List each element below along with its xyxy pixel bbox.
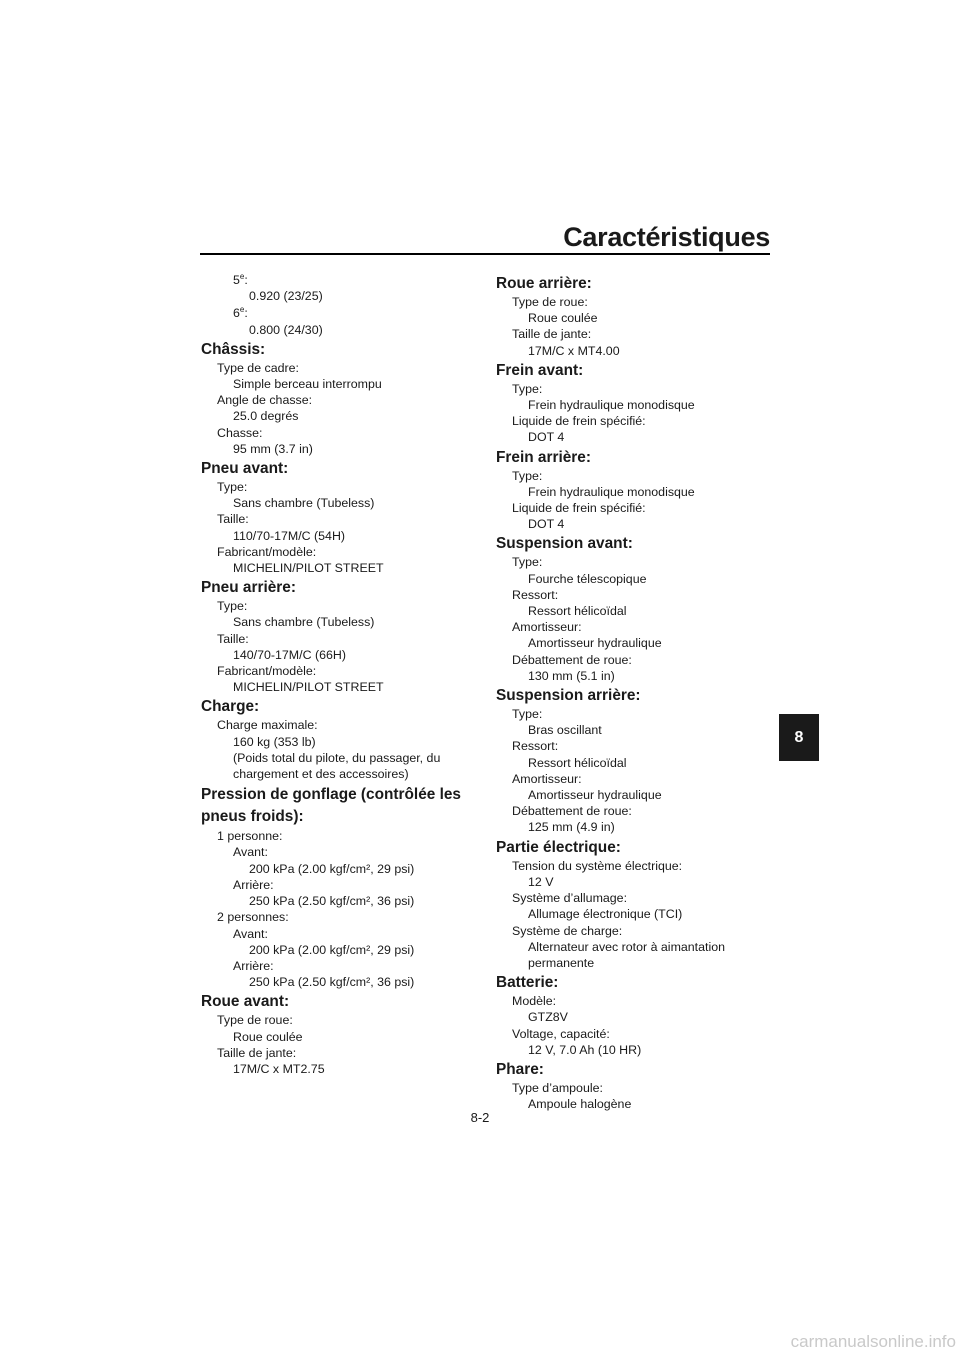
spec-value: 25.0 degrés [233, 409, 299, 424]
spec-label: Liquide de frein spécifié: [512, 414, 646, 429]
spec-value: Roue coulée [528, 311, 598, 326]
spec-label: 1 personne: [217, 829, 283, 844]
spec-value: Bras oscillant [528, 723, 602, 738]
spec-section [496, 274, 758, 359]
spec-value: Frein hydraulique monodisque [528, 484, 695, 499]
gear-number: 5 [233, 273, 240, 287]
left-column [201, 272, 463, 1077]
spec-value: MICHELIN/PILOT STREET [233, 680, 384, 695]
spec-value: Simple berceau interrompu [233, 377, 382, 392]
section-heading: Roue avant: [201, 993, 290, 1011]
spec-label: Modèle: [512, 994, 557, 1009]
section-heading: Roue arrière: [496, 275, 592, 292]
section-heading: Suspension avant: [496, 535, 633, 553]
spec-label: Type: [512, 707, 543, 722]
spec-label: Type: [217, 480, 248, 495]
spec-value: 160 kg (353 lb) [233, 734, 316, 749]
gear-number: 6 [233, 306, 240, 321]
spec-value: Amortisseur hydraulique [528, 788, 662, 803]
section-heading: Partie électrique: [496, 838, 621, 856]
section-heading: Batterie: [496, 974, 559, 992]
spec-label: Débattement de roue: [512, 652, 632, 667]
spec-value: 250 kPa (2.50 kgf/cm², 36 psi) [249, 975, 415, 990]
section-heading: Suspension arrière: [496, 687, 641, 705]
gear-superscript: e [239, 271, 245, 281]
spec-value: Amortisseur hydraulique [528, 636, 662, 651]
spec-label: Charge maximale: [217, 718, 318, 733]
spec-label: Ressort: [512, 587, 559, 602]
spec-value: 17M/C x MT2.75 [233, 1061, 325, 1076]
section-heading: Pression de gonflage (contrôlée les [201, 786, 461, 804]
page-title: Caractéristiques [563, 222, 770, 252]
spec-value: Arrière: [233, 958, 274, 973]
spec-label: Débattement de roue: [512, 804, 632, 819]
spec-section [201, 697, 463, 782]
spec-label: Type: [512, 468, 543, 483]
spec-label: Type d’ampoule: [512, 1080, 603, 1095]
spec-value: 130 mm (5.1 in) [528, 668, 615, 683]
spec-label: Voltage, capacité: [512, 1026, 610, 1041]
spec-value: Ampoule halogène [528, 1097, 632, 1112]
spec-label: Fabricant/modèle: [217, 664, 317, 679]
spec-section [201, 578, 463, 695]
spec-value: 110/70-17M/C (54H) [233, 528, 346, 543]
section-heading: Pneu avant: [201, 460, 289, 478]
spec-value: 200 kPa (2.00 kgf/cm², 29 psi) [249, 942, 415, 957]
spec-section [496, 1060, 758, 1112]
spec-section [201, 459, 463, 576]
spec-section [496, 686, 758, 836]
spec-section [496, 973, 758, 1058]
title-rule [200, 253, 770, 255]
spec-value: 200 kPa (2.00 kgf/cm², 29 psi) [249, 861, 415, 876]
section-heading: Frein arrière: [496, 448, 591, 466]
spec-label: Fabricant/modèle: [217, 544, 317, 559]
spec-value: permanente [528, 955, 595, 970]
spec-label: Type de cadre: [217, 360, 299, 375]
spec-label: Amortisseur: [512, 620, 582, 635]
spec-label: Type: [217, 599, 248, 614]
chapter-tab: 8 [779, 714, 819, 761]
spec-value: Allumage électronique (TCI) [528, 907, 683, 922]
spec-value: Ressort hélicoïdal [528, 604, 627, 619]
spec-section [496, 534, 758, 684]
spec-value: Sans chambre (Tubeless) [233, 496, 375, 511]
watermark: carmanualsonline.info [790, 1332, 956, 1351]
spec-value: chargement et des accessoires) [233, 767, 409, 782]
spec-section [496, 448, 758, 533]
spec-value: 12 V [528, 874, 554, 889]
section-heading-cont: pneus froids): [201, 808, 304, 826]
spec-value: Avant: [233, 926, 268, 941]
spec-label: Amortisseur: [512, 771, 582, 786]
spec-value: Avant: [233, 845, 268, 860]
spec-value: Roue coulée [233, 1029, 303, 1044]
spec-value: (Poids total du pilote, du passager, du [233, 750, 441, 765]
spec-value: Arrière: [233, 877, 274, 892]
page-number: 8-2 [470, 1110, 490, 1125]
spec-value: Fourche télescopique [528, 571, 647, 586]
gear-superscript: e [239, 305, 245, 315]
spec-label: Chasse: [217, 425, 263, 440]
spec-value: 95 mm (3.7 in) [233, 441, 313, 456]
spec-label: Type: [512, 555, 543, 570]
spec-value: 140/70-17M/C (66H) [233, 647, 346, 662]
spec-label: Angle de chasse: [217, 393, 313, 408]
section-heading: Frein avant: [496, 361, 584, 379]
gear-ratio-value: 0.800 (24/30) [249, 322, 323, 337]
spec-section [201, 340, 463, 457]
gear-ratio-value: 0.920 (23/25) [249, 289, 323, 304]
spec-value: Frein hydraulique monodisque [528, 398, 695, 413]
spec-label: Système d’allumage: [512, 891, 628, 906]
section-heading: Pneu arrière: [201, 579, 296, 597]
spec-value: Ressort hélicoïdal [528, 755, 627, 770]
gear-label [201, 272, 463, 288]
spec-section [496, 361, 758, 446]
spec-value: 17M/C x MT4.00 [528, 343, 620, 358]
section-heading: Châssis: [201, 340, 266, 358]
spec-label: Taille: [217, 512, 249, 527]
spec-label: Type de roue: [512, 295, 588, 309]
spec-label: Type: [512, 381, 543, 396]
spec-label: Taille de jante: [512, 327, 592, 342]
gear-label [201, 305, 463, 321]
spec-label: Liquide de frein spécifié: [512, 501, 646, 516]
gear-suffix: : [244, 306, 248, 321]
spec-value: DOT 4 [528, 517, 565, 532]
spec-label: Tension du système électrique: [512, 858, 683, 873]
spec-value: Sans chambre (Tubeless) [233, 615, 375, 630]
spec-label: Taille de jante: [217, 1045, 297, 1060]
spec-section [201, 992, 463, 1077]
section-heading: Charge: [201, 698, 260, 716]
spec-section [201, 784, 463, 990]
spec-value: 250 kPa (2.50 kgf/cm², 36 psi) [249, 894, 415, 909]
spec-section [496, 838, 758, 971]
spec-label: Taille: [217, 631, 249, 646]
section-heading: Phare: [496, 1060, 544, 1078]
right-column [496, 272, 758, 1112]
gear-suffix: : [244, 273, 248, 287]
spec-value: 12 V, 7.0 Ah (10 HR) [528, 1042, 642, 1057]
spec-label: Système de charge: [512, 923, 623, 938]
spec-value: Alternateur avec rotor à aimantation [528, 939, 725, 954]
spec-value: MICHELIN/PILOT STREET [233, 561, 384, 576]
spec-value: DOT 4 [528, 430, 565, 445]
spec-label: Ressort: [512, 739, 559, 754]
spec-label: 2 personnes: [217, 910, 289, 925]
spec-value: GTZ8V [528, 1010, 568, 1025]
spec-value: 125 mm (4.9 in) [528, 820, 615, 835]
spec-label: Type de roue: [217, 1013, 293, 1028]
